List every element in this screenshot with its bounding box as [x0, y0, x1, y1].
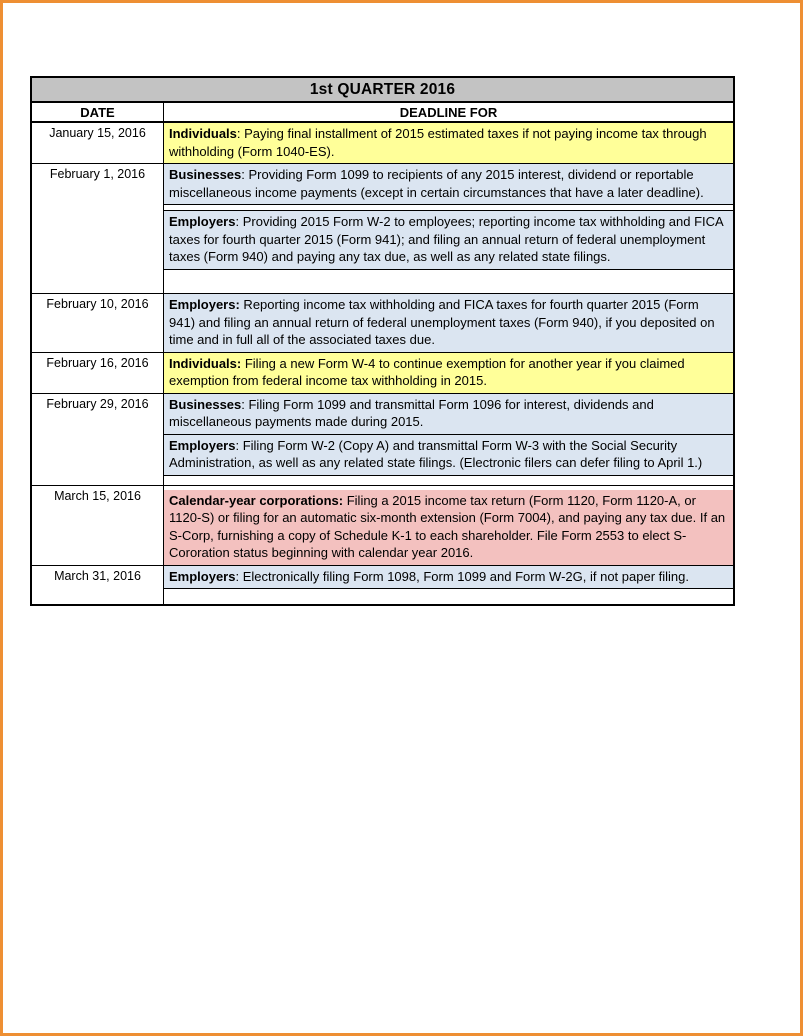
table-row [32, 164, 733, 294]
date-cell: February 10, 2016 [32, 294, 164, 352]
deadline-block-lead: Individuals [169, 126, 237, 141]
deadline-block-lead: Businesses [169, 396, 242, 412]
table-row [32, 353, 733, 394]
table-header-row [32, 103, 733, 123]
deadline-block [164, 164, 733, 205]
date-cell: February 1, 2016 [32, 164, 164, 293]
deadline-block-lead: Employers [169, 568, 236, 584]
table-row [32, 123, 733, 164]
spacer [164, 589, 733, 604]
deadline-block-lead: Employers [169, 214, 236, 229]
deadline-block-text: : Paying final installment of 2015 estimated taxes if not paying income tax through withholding (Form 1040-ES). [169, 126, 707, 159]
deadline-block-lead: Businesses [169, 167, 242, 182]
deadline-block-text: : Providing Form 1099 to recipients of any 2015 interest, dividend or reportable miscellaneous income payments (except in certain circumstances that have a later deadline). [169, 167, 704, 200]
deadline-cell [164, 353, 733, 393]
spacer [164, 270, 733, 294]
deadline-block-text: Reporting income tax withholding and FICA taxes for fourth quarter 2015 (Form 941) and filing an annual return of federal unemployment taxes (Form 940), if you deposited on time and in full all of the associated taxes due. [169, 297, 715, 347]
deadline-block-text: : Electronically filing Form 1098, Form 1099 and Form W-2G, if not paper filing. [235, 568, 689, 584]
deadline-block-lead: Employers [169, 437, 236, 453]
deadline-block [164, 123, 733, 163]
deadline-cell [164, 486, 733, 565]
table-row [32, 394, 733, 486]
deadline-cell [164, 294, 733, 352]
spacer [164, 476, 733, 485]
deadline-block-text: Filing a 2015 income tax return (Form 1120, Form 1120-A, or 1120-S) or filing for an automatic six-month extension (Form 7004), and paying any tax due. If an S-Corp, furnishing a copy of Schedule K-1 to each shareholder. File Form 2553 to elect S-Cororation status beginning with calendar year 2016. [169, 492, 726, 560]
table-row [32, 566, 733, 604]
deadline-block-text: : Providing 2015 Form W-2 to employees; reporting income tax withholding and FICA taxes for fourth quarter 2015 (Form 941); and filing an annual return of federal unemployment taxes (Form 940) and paying any tax due, as well as any related state filings. [169, 214, 723, 264]
deadline-cell [164, 123, 733, 163]
deadline-block [164, 210, 733, 270]
deadline-block [164, 566, 733, 590]
deadline-block [164, 353, 733, 393]
column-header-date: DATE [32, 103, 164, 121]
date-cell: March 31, 2016 [32, 566, 164, 604]
deadline-block [164, 490, 733, 565]
date-cell: March 15, 2016 [32, 486, 164, 565]
table-title: 1st QUARTER 2016 [32, 78, 733, 103]
deadline-block [164, 435, 733, 476]
table-row [32, 486, 733, 566]
deadline-block [164, 394, 733, 435]
column-header-deadline: DEADLINE FOR [399, 104, 498, 120]
deadline-block-text: : Filing Form W-2 (Copy A) and transmittal Form W-3 with the Social Security Administration, as well as any related state filings. (Electronic filers can defer filing to April 1.) [169, 437, 703, 470]
deadline-block-lead: Individuals: [169, 355, 242, 371]
table-row [32, 294, 733, 353]
deadline-cell [164, 164, 733, 293]
deadline-block-lead: Employers: [169, 297, 240, 312]
deadline-cell [164, 394, 733, 485]
date-cell: January 15, 2016 [32, 123, 164, 163]
date-cell: February 29, 2016 [32, 394, 164, 485]
deadline-block-text: Filing a new Form W-4 to continue exemption for another year if you claimed exemption from federal income tax withholding in 2015. [169, 355, 685, 388]
deadline-block [164, 294, 733, 352]
date-cell: February 16, 2016 [32, 353, 164, 393]
deadline-block-lead: Calendar-year corporations: [169, 492, 344, 508]
deadline-cell [164, 566, 733, 604]
tax-deadline-calendar-table [30, 76, 735, 606]
deadline-block-text: : Filing Form 1099 and transmittal Form 1096 for interest, dividends and miscellaneous payments made during 2015. [169, 396, 654, 429]
